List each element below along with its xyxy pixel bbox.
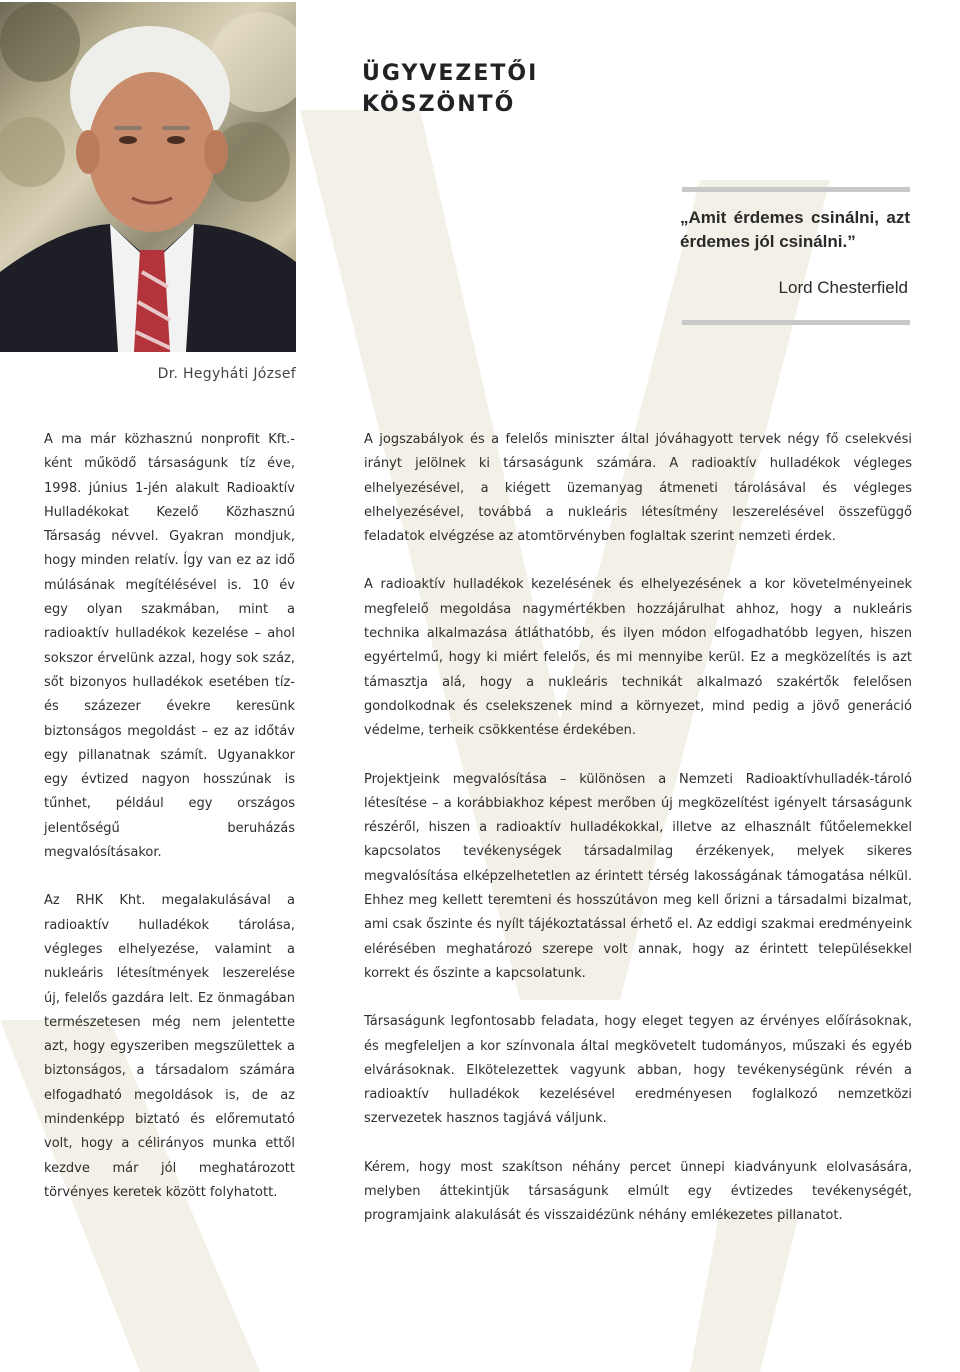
right-paragraph: A jogszabályok és a felelős miniszter által jóváhagyott tervek négy fő cselekvési irányt jelölnek ki társaságunk számára. A radioaktív hulladékok végleges elhelyezésével, a kiégett üzemanyag átmeneti tárolásával és végleges elhelyezésével, továbbá a nukleáris létesítmény leszerelésével összefüggő feladatok elvégzése az atomtörvényben foglaltak szerint nemzeti érdek. [364, 432, 912, 545]
right-paragraph: Projektjeink megvalósítása – különösen a Nemzeti Radioaktívhulladék-tároló létesítése – a korábbiakhoz képest merőben új megközelítést igényelt társaságunk részéről, hiszen a radioaktív hulladékokkal, illetve az elhasznált fűtőelemekkel kapcsolatos tevékenységek társadalmilag érzékenyek, melyek sikeres megvalósítása elképzelhetetlen az érintett térség lakosságának támogatása nélkül. Ehhez meg kellett teremteni és hosszútávon meg kell őrizni a társadalmi bizalmat, ami csak őszinte és nyílt tájékoztatással érhető el. Az eddigi szakmai eredményeink elérésében meghatározó szerepe volt annak, hogy az érintett településekkel korrekt és őszinte a kapcsolatunk. [364, 771, 912, 981]
title-line-2: KÖSZÖNTŐ [362, 92, 516, 117]
right-column [364, 428, 912, 1253]
left-paragraph: A ma már közhasznú nonprofit Kft.-ként működő társaságunk tíz éve, 1998. június 1-jén alakult Radioaktív Hulladékokat Kezelő Közhasznú Társaság névvel. Gyakran mondjuk, hogy minden relatív. Így van ez az idő múlásának megítélésével is. 10 év egy olyan szakmában, mint a radioaktív hulladékok kezelése – ahol sokszor érvelünk azzal, hogy sok száz, sőt bizonyos hulladékok esetében tíz- és százezer évekre keresünk biztonságos megoldást – ez az időtáv egy pillanatnak számít. Ugyanakkor egy évtized nagyon hosszúnak is tűnhet, például egy országos jelentőségű beruházás megvalósításakor. [44, 432, 295, 861]
portrait-caption: Dr. Hegyháti József [157, 366, 296, 382]
right-paragraph: Társaságunk legfontosabb feladata, hogy eleget tegyen az érvényes előírásoknak, és megfeleljen a kor színvonala által megkövetelt tudományos, műszaki és egyéb elvárásoknak. Elkötelezettek vagyunk abban, hogy tevékenységünk révén a radioaktív hulladékok kezelésével eredményesen foglalkozó nemzetközi szervezetek hasznos tagjává váljunk. [364, 1014, 912, 1127]
right-paragraph: A radioaktív hulladékok kezelésének és elhelyezésének a kor követelményeinek megfelelő megoldása nagymértékben hozzájárulhat ahhoz, hogy a nukleáris technika alkalmazása átláthatóbb, és ilyen módon elfogadhatóbb legyen, hiszen egyértelmű, hogy ki miért felelős, és mi mennyibe kerül. Ez a megközelítés is azt támasztja alá, hogy a nukleáris technikát alkalmazó szakértők felelősen gondolkodnak és cselekszenek mind a környezet, mind pedig a jövő generáció védelme, terheik csökkentése érdekében. [364, 577, 912, 739]
title-line-1: ÜGYVEZETŐI [362, 61, 539, 86]
quote-top-rule [682, 187, 910, 192]
left-paragraph: Az RHK Kht. megalakulásával a radioaktív hulladékok tárolása, végleges elhelyezése, valamint a nukleáris létesítmények leszerelése új, felelős gazdára lelt. Ez önmagában természetesen még nem jelentette azt, hogy egyszeriben megszülettek a biztonságos, a társadalom számára elfogadható megoldások is, de az mindenképp biztató és előremutató volt, hogy a célirányos munka ettől kezdve már jól meghatározott törvényes keretek között folyhatott. [44, 893, 295, 1200]
quote-author: Lord Chesterfield [778, 278, 908, 297]
quote-bottom-rule [682, 320, 910, 325]
page-title [362, 58, 538, 120]
right-paragraph: Kérem, hogy most szakítson néhány percet ünnepi kiadványunk elolvasására, melyben áttekintjük társaságunk elmúlt egy évtizedes tevékenységét, programjaink alakulását és visszaidézünk néhány emlékezetes pillanatot. [364, 1159, 912, 1224]
left-column [44, 428, 295, 1229]
portrait-photo [0, 2, 296, 352]
quote-text: „Amit érdemes csinálni, azt érdemes jól csinálni.” [680, 208, 910, 251]
